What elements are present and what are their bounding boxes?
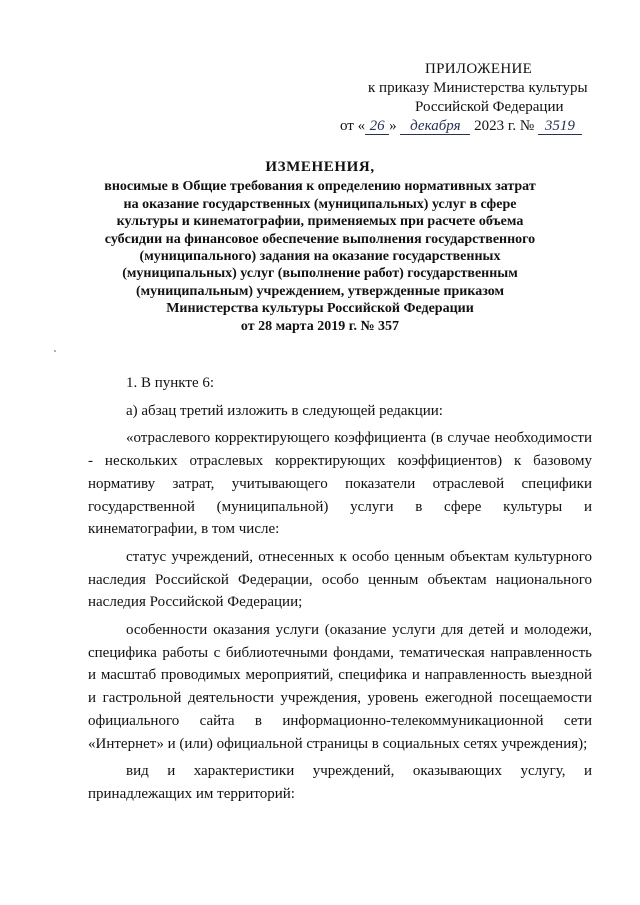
paragraph-type: вид и характеристики учреждений, оказывающих услугу, и принадлежащих им территорий: (88, 763, 592, 802)
handwritten-doc-number: 3519 (538, 118, 582, 135)
date-year: 2023 г. № (470, 118, 538, 134)
paragraph-status: статус учреждений, отнесенных к особо ценным объектам культурного наследия Российской Федерации, особо ценным объектам национального наследия Российской Федерации; (88, 548, 592, 611)
annex-date-line (340, 117, 600, 136)
date-prefix: от « (340, 118, 366, 134)
paragraph-subitem-a: а) абзац третий изложить в следующей редакции: (126, 402, 443, 419)
heading-line: вносимые в Общие требования к определению нормативных затрат (104, 179, 536, 195)
date-mid: » (389, 118, 401, 134)
document-heading (80, 159, 560, 335)
heading-line: (муниципальных) услуг (выполнение работ) государственным (122, 266, 518, 282)
document-body (88, 372, 592, 806)
heading-line: Министерства культуры Российской Федерации (166, 301, 474, 317)
heading-title: ИЗМЕНЕНИЯ, (265, 159, 375, 175)
annex-federation: Российской Федерации (415, 99, 564, 115)
paragraph-features: особенности оказания услуги (оказание услуги для детей и молодежи, специфика работы с библиотечными фондами, тематическая направленность и масштаб проводимых мероприятий, специфика и направленность выездной и гастрольной деятельности учреждения, уровень ежегодной посещаемости официального сайта в информационно-телекоммуникационной сети «Интернет» и (или) официальной страницы в социальных сетях учреждения); (88, 622, 592, 752)
scan-speck (54, 350, 56, 352)
heading-line: культуры и кинематографии, применяемых при расчете объема (116, 214, 524, 230)
heading-line: (муниципальным) учреждением, утвержденные приказом (135, 283, 505, 299)
handwritten-month: декабря (400, 118, 470, 135)
annex-order-ref: к приказу Министерства культуры (368, 80, 588, 96)
annex-title: ПРИЛОЖЕНИЕ (425, 61, 533, 77)
heading-line: на оказание государственных (муниципальных) услуг в сфере (123, 196, 517, 212)
paragraph-coefficient: «отраслевого корректирующего коэффициента (в случае необходимости - нескольких отраслевых корректирующих коэффициентов) к базовому нормативу затрат, учитывающего показатели отраслевой специфики государственной (муниципальной) услуги в сфере культуры и кинематографии, в том числе: (88, 430, 592, 538)
annex-block (340, 60, 600, 136)
handwritten-day: 26 (365, 118, 389, 135)
heading-line: (муниципального) задания на оказание государственных (139, 249, 501, 265)
paragraph-item-1: 1. В пункте 6: (126, 375, 215, 391)
heading-line: субсидии на финансовое обеспечение выполнения государственного (104, 231, 536, 247)
heading-line: от 28 марта 2019 г. № 357 (240, 318, 400, 334)
